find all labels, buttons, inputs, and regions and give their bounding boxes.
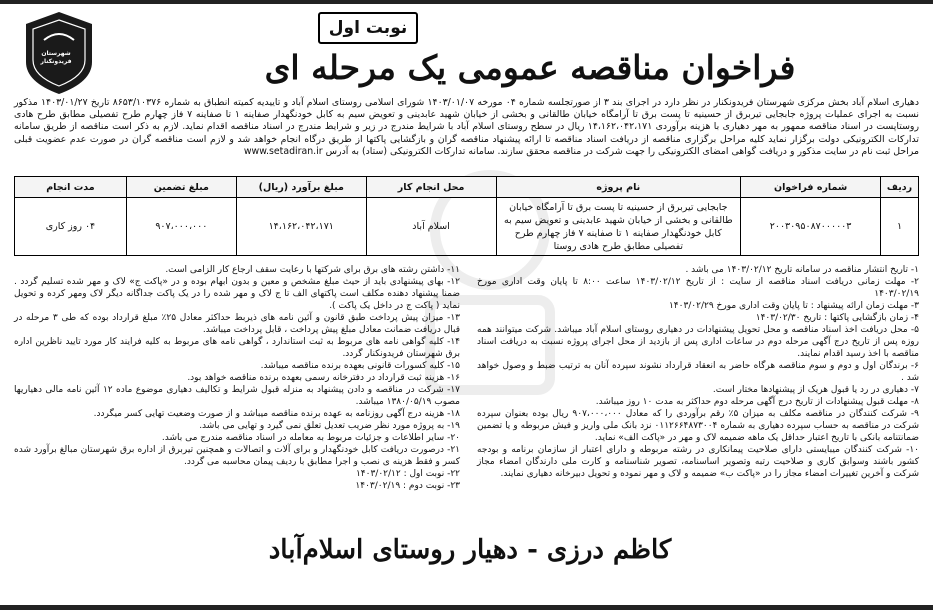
condition-item: ۲۰- سایر اطلاعات و جزئیات مربوط به معامله در اسناد مناقصه مندرج می باشد. <box>161 433 460 443</box>
page-title: فراخوان مناقصه عمومی یک مرحله ای <box>264 48 796 87</box>
condition-item: ۳- مهلت زمان ارائه پیشنهاد : تا پایان وقت اداری مورخ ۱۴۰۳/۰۲/۲۹ <box>668 301 919 311</box>
cell-project-name: جابجایی تیربرق از حسینیه تا پست برق تا آرامگاه خیابان طالقانی و بخشی از خیابان شهید عابدینی و تعویض سیم به کابل خودنگهدار صفاینه ۱ تا صفاینه ۷ فاز چهارم طرح تفصیلی مطابق طرح هادی روستا <box>496 198 741 256</box>
conditions-list-left <box>14 264 460 492</box>
bottom-border <box>0 605 933 610</box>
col-header-row-number: ردیف <box>881 177 919 198</box>
condition-item: ۴- زمان بازگشایی پاکتها : تاریخ ۱۴۰۳/۰۲/۳۰ <box>755 313 919 323</box>
municipality-logo <box>22 10 96 96</box>
top-border <box>0 0 933 4</box>
condition-item: ۱۵- کلیه کسورات قانونی بعهده برنده مناقصه میباشد. <box>260 361 460 371</box>
col-header-duration: مدت انجام <box>15 177 127 198</box>
cell-guarantee: ۹۰۷،۰۰۰،۰۰۰ <box>126 198 236 256</box>
col-header-call-number: شماره فراخوان <box>741 177 881 198</box>
col-header-estimate: مبلغ برآورد (ریال) <box>236 177 366 198</box>
tender-table <box>14 176 919 256</box>
condition-item: ۱۸- هزینه درج آگهی روزنامه به عهده برنده مناقصه میباشد و از صورت وضعیت تهایی کسر میگردد. <box>93 409 460 419</box>
round-badge: نوبت اول <box>318 12 418 44</box>
cell-row-number: ۱ <box>881 198 919 256</box>
condition-item: ۱۰- شرکت کنندگان میبایستی دارای صلاحیت پیمانکاری در رشته مربوطه و دارای اعتبار از سازمان برنامه و بودجه کشور باشند وسوابق کاری و صلاحیت رتبه وتصویر اساسنامه، تصویر شناسنامه و کارت ملی دارندگان امضاء مجاز شرکت و آخرین تغییرات امضاء مجاز را در «پاکت ب» ضمیمه و لاک و مهر نموده و تحویل دبیرخانه دهیاری نمایند. <box>477 445 919 479</box>
condition-item: ۵- محل دریافت اخذ اسناد مناقصه و محل تحویل پیشنهادات در دهیاری روستای اسلام آباد میباشد. شرکت میتوانند همه روزه پس از تاریخ درج آگهی مرحله دوم در ساعات اداری پس از بازدید از محل اجرای پروژه نسبت به دریافت اسناد مناقصه با اخذ رسید اقدام نمایند. <box>477 325 919 359</box>
table-row <box>15 198 919 256</box>
condition-item: ۸- مهلت قبول پیشنهادات از تاریخ درج آگهی مرحله دوم حداکثر به مدت ۱۰ روز میباشد. <box>595 397 919 407</box>
condition-item: ۱۴- کلیه گواهی نامه های مربوط به ثبت استاندارد ، گواهی نامه های مربوط به کلیه فرایند کار مورد تایید ناظرین اداره برق شهرستان فریدونکنار گردد. <box>14 337 460 359</box>
condition-item: ۹- شرکت کنندگان در مناقصه مکلف به میزان ۵٪ رقم برآوردی را که معادل ۹۰۷،۰۰۰،۰۰۰ ریال بوده بعنوان سپرده شرکت در مناقصه به حساب سپرده دهیاری به شماره ۰۱۱۲۶۶۴۸۷۳۰۰۴ نزد بانک ملی واریز و فیش مربوطه و یا تضمین ضمانتنامه بانکی با تاریخ اعتبار حداقل یک ماهه ضمیمه لاک و مهر در «پاکت الف» نماید. <box>477 409 919 443</box>
col-header-project-name: نام پروژه <box>496 177 741 198</box>
condition-item: ۱- تاریخ انتشار مناقصه در سامانه تاریخ ۱۴۰۳/۰۲/۱۲ می باشد . <box>685 265 919 275</box>
signature-line: کاظم درزی - دهیار روستای اسلام‌آباد <box>268 535 672 565</box>
condition-item: ۱۲- بهای پیشنهادی باید از حیث مبلغ مشخص و معین و بدون ابهام بوده و در «پاکت ج» لاک و مهر شده تسلیم گردد . ضمنا پیشنهاد دهنده مکلف است پاکتهای الف تا ج لاک و مهر شده را در یک پاکت جداگانه دیگر لاک ومهر کرده و تحویل نماید ( پاکت ج در داخل یک پاکت ). <box>14 277 460 311</box>
condition-item: ۲۳- نوبت دوم : ۱۴۰۳/۰۲/۱۹ <box>355 481 460 491</box>
logo-text: شهرستان فریدونکنار <box>40 50 72 65</box>
cell-location: اسلام آباد <box>366 198 496 256</box>
condition-item: ۱۱- داشتن رشته های برق برای شرکتها با رعایت سقف ارجاع کار الزامی است. <box>165 265 460 275</box>
intro-paragraph: دهیاری اسلام آباد بخش مرکزی شهرستان فریدونکنار در نظر دارد در اجرای بند ۳ از صورتجلسه شماره ۰۴ مورخه ۱۴۰۳/۰۱/۰۷ شورای اسلامی روستای اسلام آباد و تاییدیه کمیته انطباق به شماره ۸۶۵۳/۱۰۳۷۶ تاریخ ۱۴۰۳/۰۱/۲۷ مذکور نسبت به اجرای عملیات پروژه جابجایی تیربرق از حسینیه تا پست برق تا آرامگاه خیابان طالقانی و بخشی از خیابان شهید عابدینی و تعویض سیم به کابل خودنگهدار صفاینه ۱ تا صفاینه ۷ فاز چهارم طرح تفصیلی مطابق طرح هادی روستاپست در اسناد مناقصه ممهور به مهر دهیاری با هزینه برآوردی ۱۴،۱۶۲،۰۴۲،۱۷۱ ریال در سطح روستای اسلام آباد با شرایط مندرج در زیر و شرایط مندرج در اسناد مناقصه اقدام نماید. لازم به ذکر است مناقصه از طریق سامانه تدارکات الکترونیکی دولت برگزار نماید کلیه مراحل برگزاری مناقصه از دریافت اسناد مناقصه تا ارائه پیشنهاد مناقصه گران و بازگشایی پاکتها از طریق درگاه انجام خواهد شد و لازم است مناقصه گران در صورت عدم عضویت قبلی مراحل ثبت نام در سایت مذکور و دریافت گواهی امضای الکترونیکی را جهت شرکت در مناقصه محقق سازند. سامانه تدارکات الکترونیکی (ستاد) به آدرس www.setadiran.ir <box>14 97 920 157</box>
condition-item: ۱۳- میزان پیش پرداخت طبق قانون و آئین نامه های ذیربط حداکثر معادل ۲۵٪ مبلغ قرارداد بوده که طی ۳ مرحله در قبال دریافت ضمانت معادل مبلغ پیش پرداخت ، قابل پرداخت میباشد. <box>14 313 460 335</box>
condition-item: ۲- مهلت زمانی دریافت اسناد مناقصه از سایت : از تاریخ ۱۴۰۳/۰۲/۱۲ ساعت ۸:۰۰ تا پایان وقت اداری مورخ ۱۴۰۳/۰۲/۱۹ <box>477 277 919 299</box>
table-header-row <box>15 177 919 198</box>
condition-item: ۱۶- هزینه ثبت قرارداد در دفترخانه رسمی بعهده برنده مناقصه خواهد بود. <box>187 373 460 383</box>
condition-item: ۲۱- درصورت دریافت کابل خودنگهدار و برای آلات و اتصالات و همچنین تیربرق از اداره برق شهرستان مبالغ برآورد شده کسر و فقط هزینه ی نصب و اجرا مطابق با ردیف پیمان محاسبه می گردد. <box>14 445 460 467</box>
condition-item: ۱۷- شرکت در مناقصه و دادن پیشنهاد به منزله قبول شرایط و تکالیف دهیاری موضوع ماده ۱۲ آئین نامه مالی دهیاریها مصوب ۱۳۸۰/۰۵/۱۹ میباشد. <box>14 385 460 407</box>
cell-call-number: ۲۰۰۳۰۹۵۰۸۷۰۰۰۰۰۳ <box>741 198 881 256</box>
condition-item: ۱۹- به پروژه مورد نظر ضریب تعدیل تعلق نمی گیرد و تهایی می باشد. <box>199 421 460 431</box>
cell-duration: ۰۴ روز کاری <box>15 198 127 256</box>
condition-item: ۲۲- نوبت اول : ۱۴۰۳/۰۲/۱۲ <box>355 469 460 479</box>
col-header-guarantee: مبلغ تضمین <box>126 177 236 198</box>
condition-item: ۷- دهیاری در رد یا قبول هریک از پیشنهادها مختار است. <box>712 385 919 395</box>
col-header-location: محل انجام کار <box>366 177 496 198</box>
cell-estimate: ۱۴،۱۶۲،۰۴۲،۱۷۱ <box>236 198 366 256</box>
conditions-list-right <box>477 264 919 480</box>
condition-item: ۶- برندگان اول و دوم و سوم مناقصه هرگاه حاضر به انعقاد قرارداد نشوند سپرده آنان به ترتیب ضبط و وصول خواهد شد . <box>477 361 919 383</box>
